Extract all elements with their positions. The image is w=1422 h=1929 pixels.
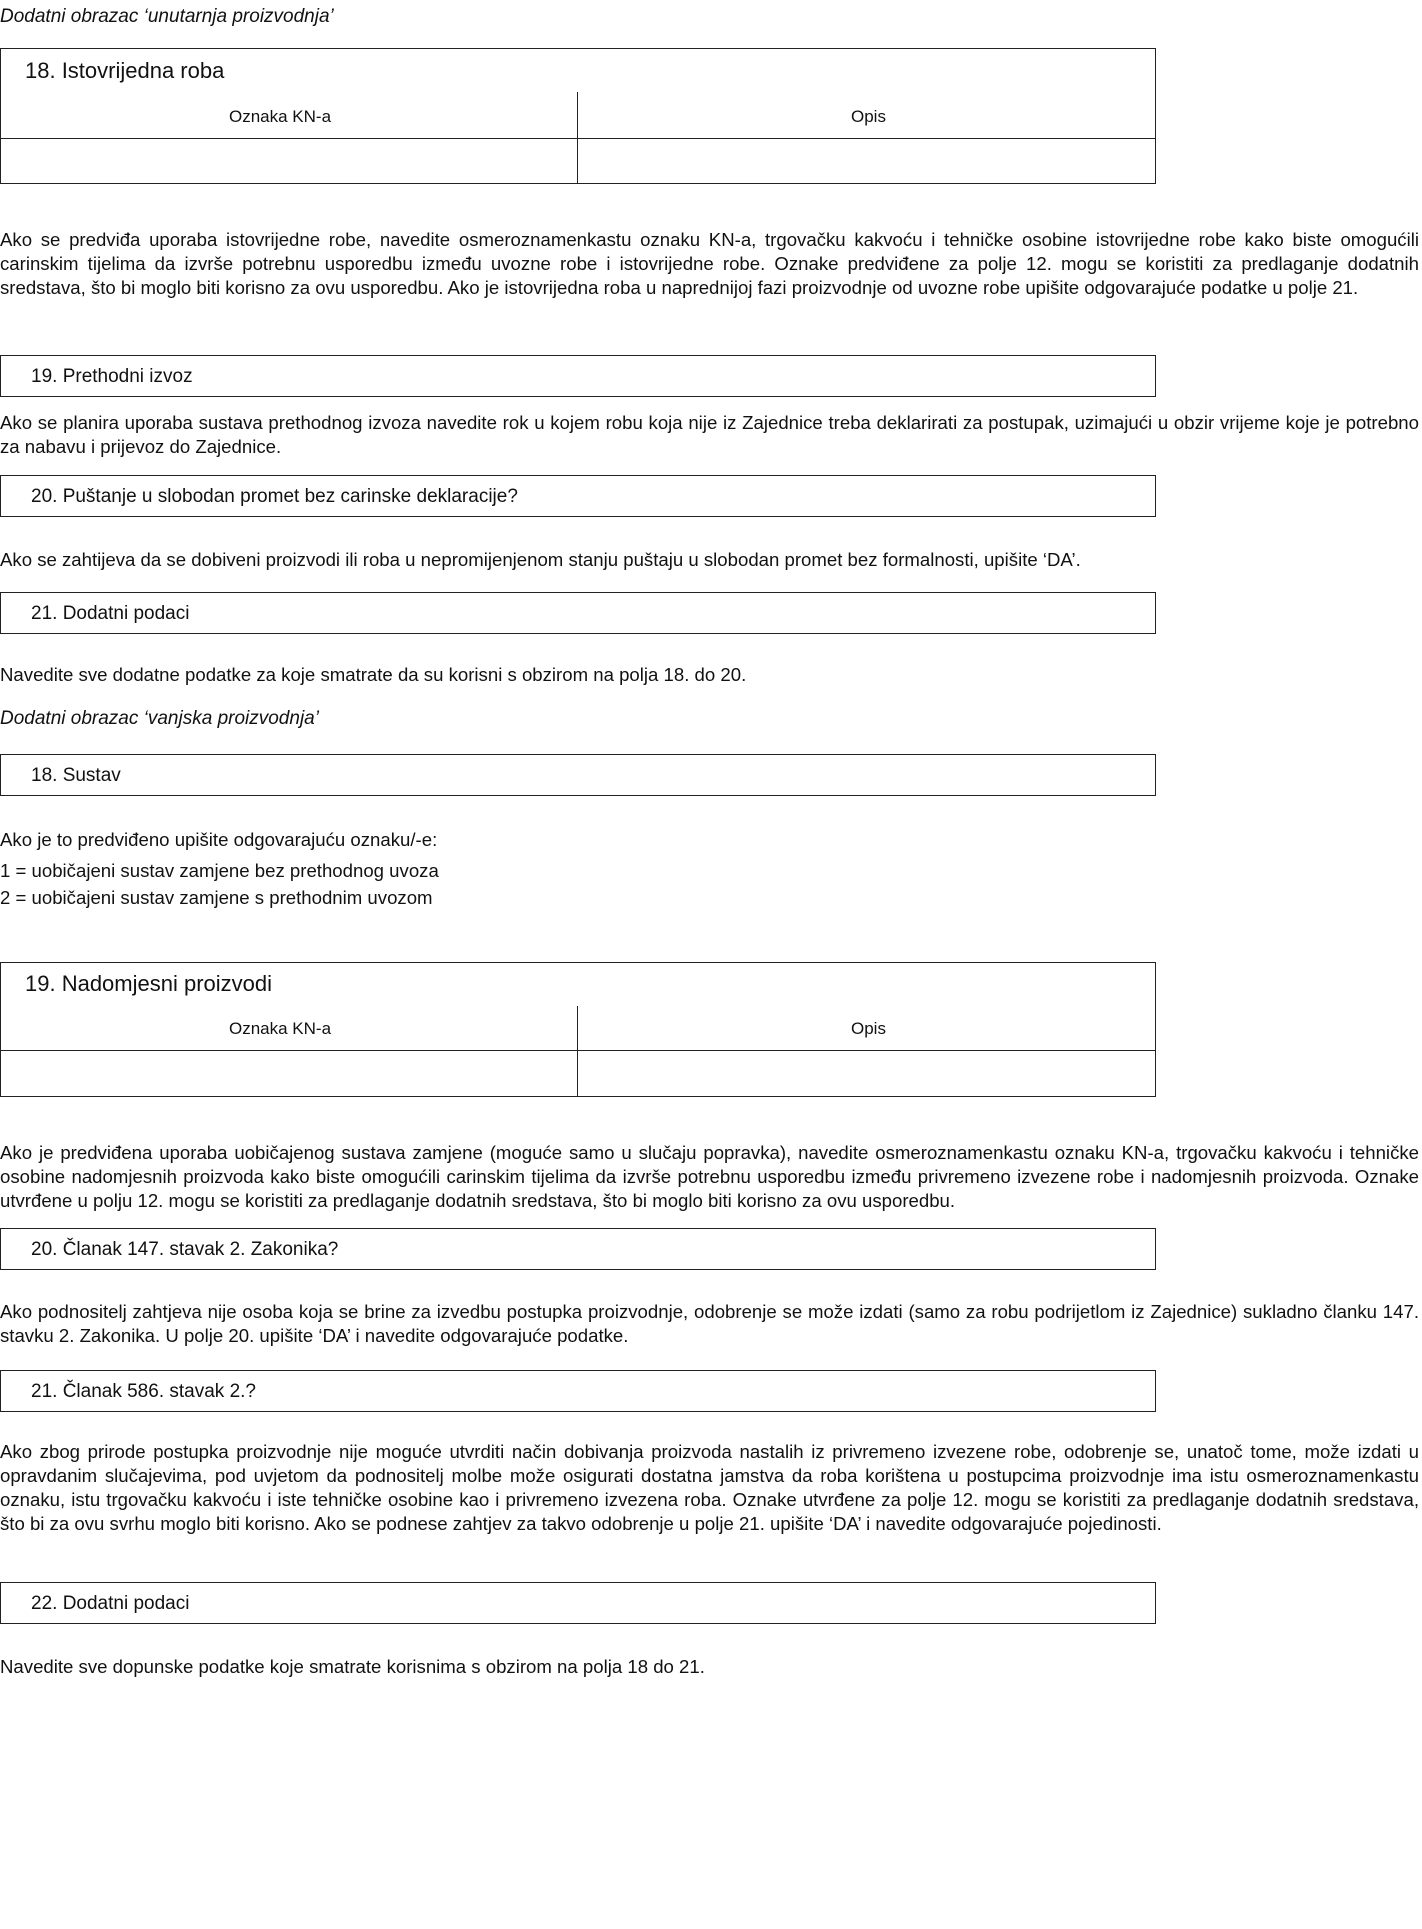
field-18-system-title: 18. Sustav	[31, 765, 121, 786]
field-18-instructions: Ako se predviđa uporaba istovrijedne robe, navedite osmeroznamenkastu oznaku KN-a, trgovačku kakvoću i tehničke osobine istovrijedne robe kako biste omogućili carinskim tijelima da izvrše potrebnu usporedbu između uvozne robe i istovrijedne robe. Oznake predviđene za polje 12. mogu se koristiti za predlaganje dodatnih sredstava, što bi moglo biti korisno za ovu usporedbu. Ako je istovrijedna roba u naprednijoj fazi proizvodnje od uvozne robe upišite odgovarajuće podatke u polje 21.	[0, 229, 1419, 298]
system-option-2: 2 = uobičajeni sustav zamjene s prethodnim uvozom	[0, 887, 433, 908]
field-21-article-586-instructions: Ako zbog prirode postupka proizvodnje nije moguće utvrditi način dobivanja proizvoda nastalih iz privremeno izvezene robe, odobrenje se, unatoč tome, može izdati u opravdanim slučajevima, pod uvjetom da podnositelj molbe može osigurati dostatna jamstva da roba korištena u postupcima proizvodnje ima istu osmeroznamenkastu oznaku, istu trgovačku kakvoću i iste tehničke osobine kao i privremeno izvezena roba. Oznake utvrđene za polje 12. mogu se koristiti za predlaganje dodatnih sredstava, što bi za ovu svrhu moglo biti korisno. Ako se podnese zahtjev za takvo odobrenje u polje 21. upišite ‘DA’ i navedite odgovarajuće pojedinosti.	[0, 1441, 1419, 1534]
field-22-instructions: Navedite sve dopunske podatke koje smatrate korisnima s obzirom na polja 18 do 21.	[0, 1656, 705, 1677]
description-input-cell[interactable]	[581, 141, 1153, 181]
heading-external-production: Dodatni obrazac ‘vanjska proizvodnja’	[0, 708, 319, 729]
column-header-cn-code: Oznaka KN-a	[229, 107, 332, 126]
table-row-divider	[1, 1050, 1155, 1051]
field-21-article-586-title: 21. Članak 586. stavak 2.?	[31, 1381, 256, 1402]
table-column-divider	[577, 1006, 578, 1097]
heading-internal-production: Dodatni obrazac ‘unutarnja proizvodnja’	[0, 6, 334, 27]
column-header-cn-code: Oznaka KN-a	[229, 1019, 332, 1038]
field-18-system-intro: Ako je to predviđeno upišite odgovarajuću oznaku/-e:	[0, 829, 438, 850]
field-19-replacement-instructions: Ako je predviđena uporaba uobičajenog sustava zamjene (moguće samo u slučaju popravka), navedite osmeroznamenkastu oznaku KN-a, trgovačku kakvoću i tehničke osobine nadomjesnih proizvoda kako biste omogućili carinskim tijelima da izvrše potrebnu usporedbu između privremeno izvezene robe i nadomjesnih proizvoda. Oznake utvrđene u polju 12. mogu se koristiti za predlaganje dodatnih sredstava, što bi moglo biti korisno za ovu usporedbu.	[0, 1142, 1419, 1211]
field-20-article-147-instructions: Ako podnositelj zahtjeva nije osoba koja se brine za izvedbu postupka proizvodnje, odobrenje se može izdati (samo za robu podrijetlom iz Zajednice) sukladno članku 147. stavku 2. Zakonika. U polje 20. upišite ‘DA’ i navedite odgovarajuće podatke.	[0, 1301, 1419, 1346]
field-21-article-586-box[interactable]	[0, 1370, 1156, 1412]
field-20-release-box[interactable]	[0, 475, 1156, 517]
field-18-equivalent-goods-table	[0, 48, 1156, 184]
field-20-article-147-box[interactable]	[0, 1228, 1156, 1270]
description-input-cell[interactable]	[581, 1053, 1153, 1093]
field-19-replacement-products-table	[0, 962, 1156, 1097]
field-19-replacement-title: 19. Nadomjesni proizvodi	[25, 971, 273, 996]
field-21-title: 21. Dodatni podaci	[31, 603, 190, 624]
field-18-system-box[interactable]	[0, 754, 1156, 796]
column-header-description: Opis	[851, 107, 886, 126]
table-row-divider	[1, 138, 1155, 139]
field-19-instructions: Ako se planira uporaba sustava prethodnog izvoza navedite rok u kojem robu koja nije iz Zajednice treba deklarirati za postupak, uzimajući u obzir vrijeme koje je potrebno za nabavu i prijevoz do Zajednice.	[0, 412, 1419, 457]
cn-code-input-cell[interactable]	[3, 1053, 575, 1093]
field-22-title: 22. Dodatni podaci	[31, 1593, 190, 1614]
field-18-title: 18. Istovrijedna roba	[25, 58, 225, 83]
field-20-article-147-title: 20. Članak 147. stavak 2. Zakonika?	[31, 1239, 339, 1260]
field-20-title: 20. Puštanje u slobodan promet bez carinske deklaracije?	[31, 486, 518, 507]
cn-code-input-cell[interactable]	[3, 141, 575, 181]
field-22-additional-info-box[interactable]	[0, 1582, 1156, 1624]
column-header-description: Opis	[851, 1019, 886, 1038]
field-19-title: 19. Prethodni izvoz	[31, 366, 193, 387]
field-19-prior-export-box[interactable]	[0, 355, 1156, 397]
field-21-additional-info-box[interactable]	[0, 592, 1156, 634]
field-20-instructions: Ako se zahtijeva da se dobiveni proizvodi ili roba u nepromijenjenom stanju puštaju u slobodan promet bez formalnosti, upišite ‘DA’.	[0, 549, 1081, 570]
field-21-instructions: Navedite sve dodatne podatke za koje smatrate da su korisni s obzirom na polja 18. do 20.	[0, 664, 747, 685]
system-option-1: 1 = uobičajeni sustav zamjene bez prethodnog uvoza	[0, 860, 439, 881]
